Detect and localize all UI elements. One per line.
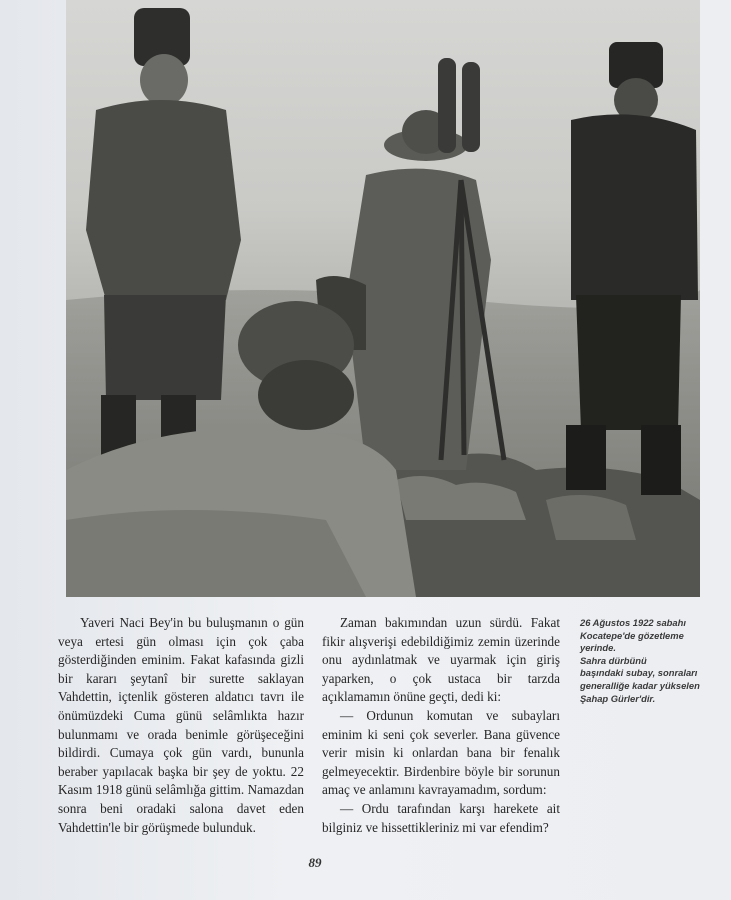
historical-photo — [66, 0, 700, 597]
page-number: 89 — [308, 855, 322, 870]
caption-line: Kocatepe'de gözetleme — [580, 629, 684, 641]
paragraph: Yaveri Naci Bey'in bu buluşmanın o gün veya ertesi gün olması için çok çaba gösterdiğinden eminim. Fakat kafasında gizli bir kararı şeytanî bir surette saklayan Vahdettin, içtenlik gösteren aldatıcı tavrı ile önümüzdeki Cuma günü selâmlıkta hazır bulunmamı ve orada benimle görüşeceğini bildirdi. Cumaya çok gün vardı, bununla beraber yapılacak başka bir şey de yoktu. 22 Kasım 1918 günü selâmlığa gittim. Namazdan sonra beni oradaki salona davet eden Vahdettin'le bir görüşmede bulunduk. — [58, 615, 304, 835]
paragraph: — Ordu tarafından karşı harekete ait bilginiz ve hissettikleriniz mi var efendim? — [322, 800, 560, 835]
caption-line: Sahra dürbünü — [580, 654, 647, 666]
caption-line: yerinde. — [580, 642, 616, 654]
paragraph: — Ordunun komutan ve subayları eminim ki seni çok severler. Bana güvence verir misin ki onlardan bana bir fenalık gelmeyecektir. Birdenbire böyle bir sorunun amaç ve anlamını kavrayamadım, sordum: — [322, 707, 560, 798]
caption-line: Şahap Gürler'dir. — [580, 692, 656, 704]
caption-line: generalliğe kadar yükselen — [580, 679, 700, 691]
photo-caption — [580, 617, 710, 705]
text-column-left — [58, 614, 304, 837]
caption-line: başındaki subay, sonraları — [580, 667, 698, 679]
paragraph: Zaman bakımından uzun sürdü. Fakat fikir alışverişi edebildiğimiz zemin üzerinde onu aydınlatmak ve uyarmak için giriş yaparken, o çok ustaca bir tarzda açıklamamın önüne geçti, dedi ki: — [322, 615, 560, 705]
text-column-right — [322, 614, 560, 837]
caption-line: 26 Ağustos 1922 sabahı — [580, 617, 686, 628]
